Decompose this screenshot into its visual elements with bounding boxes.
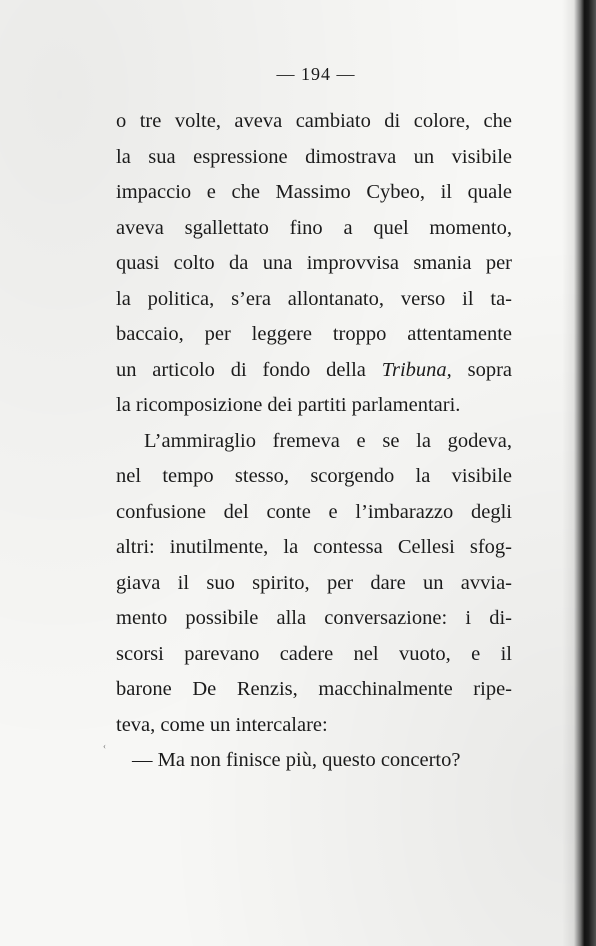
text-line: barone De Renzis, macchinalmente ripe- xyxy=(116,678,512,700)
page-number: — 194 — xyxy=(276,64,356,84)
text-line: la sua espressione dimostrava un visibile xyxy=(116,145,512,168)
text-line: altri: inutilmente, la contessa Cellesi sfog- xyxy=(116,536,512,558)
text-line: o tre volte, aveva cambiato di colore, che xyxy=(116,110,512,132)
text-line-with-italic xyxy=(116,353,512,389)
text-line: la politica, s’era allontanato, verso il ta- xyxy=(116,287,512,310)
newspaper-title: Tribuna, xyxy=(381,358,452,381)
text-line: quasi colto da una improvvisa smania per xyxy=(116,252,512,274)
text-line: aveva sgallettato fino a quel momento, xyxy=(116,216,512,239)
text-segment: sopra xyxy=(451,358,512,381)
text-line: baccaio, per leggere troppo attentamente xyxy=(116,323,512,345)
text-line: impaccio e che Massimo Cybeo, il quale xyxy=(116,181,512,203)
paragraph-start-line: L’ammiraglio fremeva e se la godeva, xyxy=(144,429,512,452)
text-line: nel tempo stesso, scorgendo la visibile xyxy=(116,465,512,487)
text-line: teva, come un intercalare: xyxy=(116,713,328,736)
text-segment: un articolo di fondo della xyxy=(116,358,382,381)
text-line: mento possibile alla conversazione: i di- xyxy=(116,607,512,629)
text-line: scorsi parevano cadere nel vuoto, e il xyxy=(116,642,512,665)
dialogue-line: — Ma non finisce più, questo concerto? xyxy=(132,749,461,771)
text-line: giava il suo spirito, per dare un avvia- xyxy=(116,571,512,594)
body-text xyxy=(116,104,512,779)
text-line: confusione del conte e l’imbarazzo degli xyxy=(116,500,512,523)
text-line: la ricomposizione dei partiti parlamentari. xyxy=(116,394,461,416)
margin-mark: ‹ xyxy=(103,741,106,751)
page-binding-edge xyxy=(562,0,596,946)
